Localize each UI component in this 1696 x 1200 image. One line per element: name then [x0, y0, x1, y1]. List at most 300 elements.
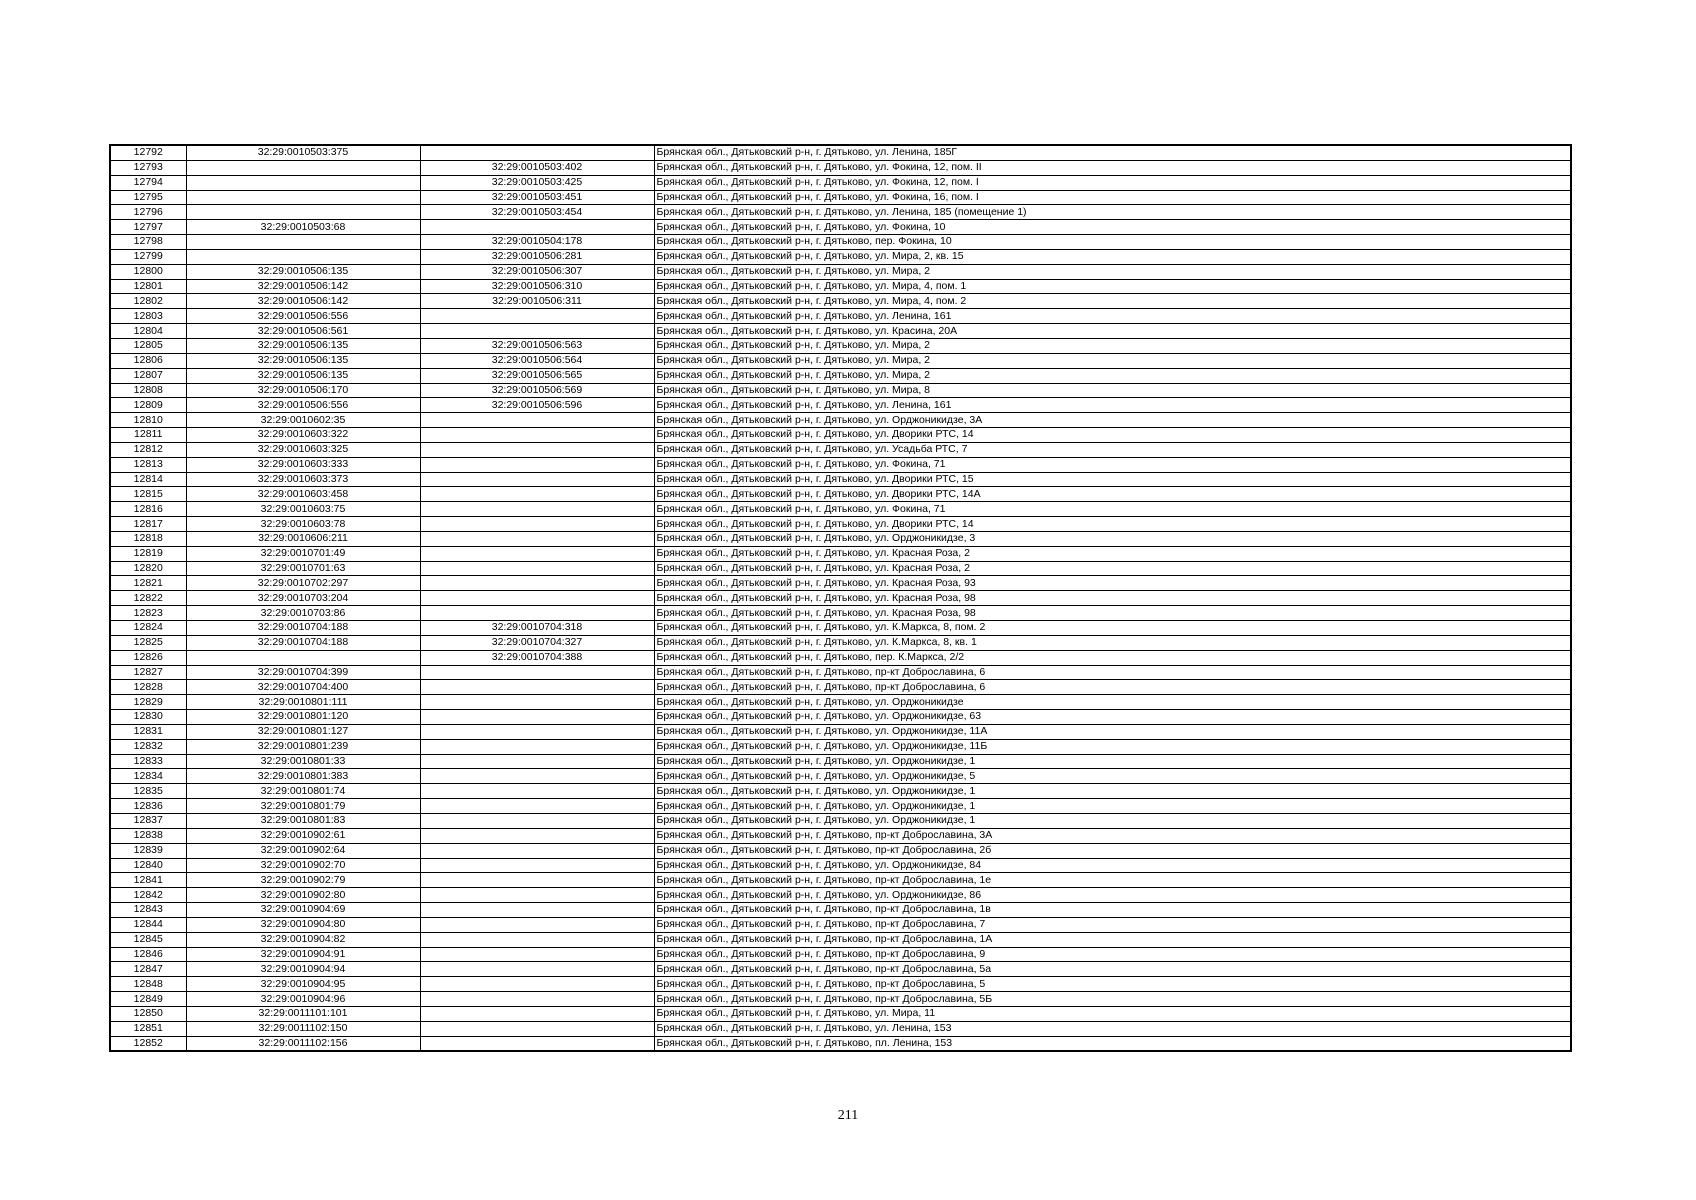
cadastral-number-parcel-cell: 32:29:0010506:561 [186, 324, 420, 339]
row-number-cell: 12798 [110, 235, 186, 250]
cadastral-number-parcel-cell [186, 175, 420, 190]
row-number-cell: 12802 [110, 294, 186, 309]
cadastral-number-object-cell: 32:29:0010506:310 [420, 279, 654, 294]
row-number-cell: 12848 [110, 977, 186, 992]
cadastral-number-parcel-cell: 32:29:0011102:150 [186, 1021, 420, 1036]
row-number-cell: 12845 [110, 932, 186, 947]
cadastral-number-parcel-cell: 32:29:0010506:135 [186, 353, 420, 368]
cadastral-number-parcel-cell: 32:29:0010801:239 [186, 739, 420, 754]
address-cell: Брянская обл., Дятьковский р-н, г. Дятьково, ул. Фокина, 71 [654, 457, 1571, 472]
row-number-cell: 12803 [110, 309, 186, 324]
table-row [110, 992, 1571, 1007]
cadastral-number-parcel-cell [186, 650, 420, 665]
cadastral-number-object-cell [420, 888, 654, 903]
cadastral-number-parcel-cell: 32:29:0010801:383 [186, 769, 420, 784]
cadastral-table-body [110, 145, 1571, 1051]
cadastral-number-parcel-cell: 32:29:0010603:322 [186, 428, 420, 443]
row-number-cell: 12852 [110, 1036, 186, 1051]
cadastral-number-parcel-cell: 32:29:0010904:82 [186, 932, 420, 947]
row-number-cell: 12795 [110, 190, 186, 205]
cadastral-number-parcel-cell: 32:29:0010704:188 [186, 635, 420, 650]
cadastral-number-object-cell [420, 428, 654, 443]
table-row [110, 710, 1571, 725]
address-cell: Брянская обл., Дятьковский р-н, г. Дятьково, пр-кт Доброславина, 3А [654, 828, 1571, 843]
cadastral-number-object-cell [420, 561, 654, 576]
cadastral-number-object-cell [420, 606, 654, 621]
address-cell: Брянская обл., Дятьковский р-н, г. Дятьково, ул. Дворики РТС, 14 [654, 428, 1571, 443]
cadastral-number-object-cell [420, 992, 654, 1007]
address-cell: Брянская обл., Дятьковский р-н, г. Дятьково, ул. Красная Роза, 98 [654, 606, 1571, 621]
row-number-cell: 12797 [110, 220, 186, 235]
cadastral-number-parcel-cell: 32:29:0010603:373 [186, 472, 420, 487]
address-cell: Брянская обл., Дятьковский р-н, г. Дятьково, ул. Орджоникидзе, 3А [654, 413, 1571, 428]
table-row [110, 205, 1571, 220]
address-cell: Брянская обл., Дятьковский р-н, г. Дятьково, ул. Мира, 4, пом. 2 [654, 294, 1571, 309]
table-row [110, 353, 1571, 368]
address-cell: Брянская обл., Дятьковский р-н, г. Дятьково, пр-кт Доброславина, 1А [654, 932, 1571, 947]
address-cell: Брянская обл., Дятьковский р-н, г. Дятьково, ул. Дворики РТС, 14А [654, 487, 1571, 502]
address-cell: Брянская обл., Дятьковский р-н, г. Дятьково, пер. Фокина, 10 [654, 235, 1571, 250]
cadastral-number-parcel-cell: 32:29:0010904:80 [186, 917, 420, 932]
cadastral-number-object-cell [420, 665, 654, 680]
cadastral-number-object-cell [420, 843, 654, 858]
table-row [110, 487, 1571, 502]
table-row [110, 606, 1571, 621]
row-number-cell: 12839 [110, 843, 186, 858]
cadastral-number-parcel-cell: 32:29:0010704:400 [186, 680, 420, 695]
cadastral-number-parcel-cell: 32:29:0011102:156 [186, 1036, 420, 1051]
cadastral-table [109, 144, 1572, 1052]
address-cell: Брянская обл., Дятьковский р-н, г. Дятьково, ул. Орджоникидзе, 86 [654, 888, 1571, 903]
table-row [110, 279, 1571, 294]
address-cell: Брянская обл., Дятьковский р-н, г. Дятьково, пр-кт Доброславина, 5 [654, 977, 1571, 992]
row-number-cell: 12829 [110, 695, 186, 710]
table-row [110, 472, 1571, 487]
row-number-cell: 12822 [110, 591, 186, 606]
table-row [110, 309, 1571, 324]
row-number-cell: 12830 [110, 710, 186, 725]
row-number-cell: 12850 [110, 1006, 186, 1021]
cadastral-number-object-cell [420, 947, 654, 962]
table-row [110, 813, 1571, 828]
address-cell: Брянская обл., Дятьковский р-н, г. Дятьково, ул. Ленина, 185 (помещение 1) [654, 205, 1571, 220]
cadastral-number-object-cell [420, 220, 654, 235]
row-number-cell: 12824 [110, 621, 186, 636]
row-number-cell: 12837 [110, 813, 186, 828]
cadastral-number-object-cell [420, 502, 654, 517]
table-row [110, 413, 1571, 428]
cadastral-number-parcel-cell: 32:29:0010703:86 [186, 606, 420, 621]
row-number-cell: 12813 [110, 457, 186, 472]
table-row [110, 383, 1571, 398]
row-number-cell: 12835 [110, 784, 186, 799]
address-cell: Брянская обл., Дятьковский р-н, г. Дятьково, ул. Ленина, 185Г [654, 145, 1571, 160]
address-cell: Брянская обл., Дятьковский р-н, г. Дятьково, ул. К.Маркса, 8, пом. 2 [654, 621, 1571, 636]
table-row [110, 220, 1571, 235]
table-row [110, 531, 1571, 546]
cadastral-number-object-cell: 32:29:0010506:569 [420, 383, 654, 398]
table-row [110, 264, 1571, 279]
table-row [110, 235, 1571, 250]
cadastral-number-parcel-cell [186, 190, 420, 205]
table-row [110, 769, 1571, 784]
cadastral-number-parcel-cell: 32:29:0010904:95 [186, 977, 420, 992]
address-cell: Брянская обл., Дятьковский р-н, г. Дятьково, ул. Мира, 2 [654, 353, 1571, 368]
table-row [110, 160, 1571, 175]
address-cell: Брянская обл., Дятьковский р-н, г. Дятьково, ул. Орджоникидзе, 5 [654, 769, 1571, 784]
address-cell: Брянская обл., Дятьковский р-н, г. Дятьково, ул. Орджоникидзе [654, 695, 1571, 710]
address-cell: Брянская обл., Дятьковский р-н, г. Дятьково, пер. К.Маркса, 2/2 [654, 650, 1571, 665]
cadastral-number-object-cell: 32:29:0010506:281 [420, 249, 654, 264]
table-row [110, 428, 1571, 443]
address-cell: Брянская обл., Дятьковский р-н, г. Дятьково, ул. Фокина, 16, пом. I [654, 190, 1571, 205]
address-cell: Брянская обл., Дятьковский р-н, г. Дятьково, ул. Усадьба РТС, 7 [654, 442, 1571, 457]
cadastral-number-object-cell [420, 145, 654, 160]
row-number-cell: 12792 [110, 145, 186, 160]
page-number: 211 [837, 1108, 859, 1123]
cadastral-number-parcel-cell: 32:29:0010603:75 [186, 502, 420, 517]
cadastral-number-parcel-cell: 32:29:0010506:556 [186, 309, 420, 324]
row-number-cell: 12819 [110, 546, 186, 561]
table-row [110, 398, 1571, 413]
table-row [110, 546, 1571, 561]
row-number-cell: 12794 [110, 175, 186, 190]
cadastral-number-object-cell [420, 413, 654, 428]
row-number-cell: 12833 [110, 754, 186, 769]
row-number-cell: 12814 [110, 472, 186, 487]
row-number-cell: 12804 [110, 324, 186, 339]
address-cell: Брянская обл., Дятьковский р-н, г. Дятьково, ул. Орджоникидзе, 11Б [654, 739, 1571, 754]
address-cell: Брянская обл., Дятьковский р-н, г. Дятьково, ул. Орджоникидзе, 3 [654, 531, 1571, 546]
address-cell: Брянская обл., Дятьковский р-н, г. Дятьково, ул. Мира, 2 [654, 338, 1571, 353]
address-cell: Брянская обл., Дятьковский р-н, г. Дятьково, ул. Ленина, 161 [654, 309, 1571, 324]
row-number-cell: 12808 [110, 383, 186, 398]
cadastral-number-object-cell: 32:29:0010506:311 [420, 294, 654, 309]
table-row [110, 145, 1571, 160]
row-number-cell: 12817 [110, 517, 186, 532]
row-number-cell: 12823 [110, 606, 186, 621]
cadastral-number-parcel-cell: 32:29:0010506:135 [186, 338, 420, 353]
table-row [110, 621, 1571, 636]
cadastral-number-parcel-cell: 32:29:0010603:78 [186, 517, 420, 532]
cadastral-number-parcel-cell: 32:29:0010701:63 [186, 561, 420, 576]
cadastral-number-object-cell: 32:29:0010506:564 [420, 353, 654, 368]
address-cell: Брянская обл., Дятьковский р-н, г. Дятьково, пр-кт Доброславина, 9 [654, 947, 1571, 962]
table-row [110, 665, 1571, 680]
table-row [110, 175, 1571, 190]
address-cell: Брянская обл., Дятьковский р-н, г. Дятьково, пл. Ленина, 153 [654, 1036, 1571, 1051]
table-row [110, 977, 1571, 992]
cadastral-number-parcel-cell: 32:29:0010902:80 [186, 888, 420, 903]
row-number-cell: 12849 [110, 992, 186, 1007]
table-row [110, 517, 1571, 532]
cadastral-number-object-cell [420, 813, 654, 828]
row-number-cell: 12799 [110, 249, 186, 264]
table-row [110, 724, 1571, 739]
row-number-cell: 12812 [110, 442, 186, 457]
table-row [110, 799, 1571, 814]
table-row [110, 784, 1571, 799]
address-cell: Брянская обл., Дятьковский р-н, г. Дятьково, ул. К.Маркса, 8, кв. 1 [654, 635, 1571, 650]
table-row [110, 932, 1571, 947]
cadastral-number-object-cell [420, 695, 654, 710]
table-row [110, 873, 1571, 888]
row-number-cell: 12793 [110, 160, 186, 175]
cadastral-number-object-cell [420, 576, 654, 591]
cadastral-number-object-cell [420, 917, 654, 932]
address-cell: Брянская обл., Дятьковский р-н, г. Дятьково, ул. Фокина, 12, пом. I [654, 175, 1571, 190]
cadastral-number-object-cell [420, 680, 654, 695]
cadastral-number-object-cell [420, 903, 654, 918]
row-number-cell: 12834 [110, 769, 186, 784]
cadastral-number-parcel-cell: 32:29:0010801:74 [186, 784, 420, 799]
table-row [110, 888, 1571, 903]
cadastral-number-parcel-cell: 32:29:0010904:96 [186, 992, 420, 1007]
cadastral-number-parcel-cell: 32:29:0010506:142 [186, 294, 420, 309]
cadastral-number-object-cell: 32:29:0010503:454 [420, 205, 654, 220]
address-cell: Брянская обл., Дятьковский р-н, г. Дятьково, ул. Мира, 2 [654, 368, 1571, 383]
table-row [110, 695, 1571, 710]
cadastral-number-object-cell [420, 977, 654, 992]
address-cell: Брянская обл., Дятьковский р-н, г. Дятьково, ул. Орджоникидзе, 1 [654, 813, 1571, 828]
row-number-cell: 12836 [110, 799, 186, 814]
cadastral-number-object-cell [420, 873, 654, 888]
address-cell: Брянская обл., Дятьковский р-н, г. Дятьково, ул. Орджоникидзе, 11А [654, 724, 1571, 739]
cadastral-number-object-cell [420, 442, 654, 457]
cadastral-number-parcel-cell: 32:29:0010801:79 [186, 799, 420, 814]
cadastral-number-object-cell [420, 932, 654, 947]
row-number-cell: 12806 [110, 353, 186, 368]
row-number-cell: 12815 [110, 487, 186, 502]
cadastral-number-parcel-cell [186, 160, 420, 175]
table-row [110, 576, 1571, 591]
row-number-cell: 12800 [110, 264, 186, 279]
table-row [110, 502, 1571, 517]
cadastral-number-object-cell [420, 457, 654, 472]
row-number-cell: 12832 [110, 739, 186, 754]
cadastral-number-parcel-cell: 32:29:0010904:94 [186, 962, 420, 977]
cadastral-number-object-cell: 32:29:0010503:425 [420, 175, 654, 190]
cadastral-number-object-cell: 32:29:0010503:402 [420, 160, 654, 175]
address-cell: Брянская обл., Дятьковский р-н, г. Дятьково, ул. Мира, 2 [654, 264, 1571, 279]
table-row [110, 591, 1571, 606]
cadastral-number-object-cell: 32:29:0010503:451 [420, 190, 654, 205]
address-cell: Брянская обл., Дятьковский р-н, г. Дятьково, ул. Дворики РТС, 14 [654, 517, 1571, 532]
cadastral-number-parcel-cell: 32:29:0010801:33 [186, 754, 420, 769]
address-cell: Брянская обл., Дятьковский р-н, г. Дятьково, ул. Красная Роза, 93 [654, 576, 1571, 591]
cadastral-number-object-cell [420, 546, 654, 561]
table-row [110, 635, 1571, 650]
cadastral-number-parcel-cell: 32:29:0010603:333 [186, 457, 420, 472]
table-row [110, 903, 1571, 918]
cadastral-number-parcel-cell: 32:29:0010701:49 [186, 546, 420, 561]
cadastral-number-parcel-cell: 32:29:0010703:204 [186, 591, 420, 606]
address-cell: Брянская обл., Дятьковский р-н, г. Дятьково, пр-кт Доброславина, 7 [654, 917, 1571, 932]
table-row [110, 754, 1571, 769]
table-row [110, 917, 1571, 932]
table-row [110, 828, 1571, 843]
address-cell: Брянская обл., Дятьковский р-н, г. Дятьково, ул. Дворики РТС, 15 [654, 472, 1571, 487]
cadastral-number-object-cell [420, 799, 654, 814]
cadastral-number-object-cell: 32:29:0010704:388 [420, 650, 654, 665]
address-cell: Брянская обл., Дятьковский р-н, г. Дятьково, ул. Фокина, 71 [654, 502, 1571, 517]
table-row [110, 442, 1571, 457]
cadastral-number-parcel-cell [186, 205, 420, 220]
cadastral-number-parcel-cell [186, 235, 420, 250]
table-row [110, 368, 1571, 383]
address-cell: Брянская обл., Дятьковский р-н, г. Дятьково, пр-кт Доброславина, 6 [654, 665, 1571, 680]
cadastral-number-object-cell [420, 591, 654, 606]
cadastral-number-object-cell: 32:29:0010704:318 [420, 621, 654, 636]
cadastral-number-object-cell [420, 828, 654, 843]
row-number-cell: 12801 [110, 279, 186, 294]
cadastral-number-object-cell [420, 517, 654, 532]
table-row [110, 1006, 1571, 1021]
address-cell: Брянская обл., Дятьковский р-н, г. Дятьково, ул. Орджоникидзе, 1 [654, 799, 1571, 814]
cadastral-number-parcel-cell: 32:29:0010902:64 [186, 843, 420, 858]
address-cell: Брянская обл., Дятьковский р-н, г. Дятьково, ул. Мира, 8 [654, 383, 1571, 398]
address-cell: Брянская обл., Дятьковский р-н, г. Дятьково, ул. Орджоникидзе, 1 [654, 784, 1571, 799]
cadastral-number-object-cell [420, 769, 654, 784]
cadastral-number-parcel-cell: 32:29:0010902:79 [186, 873, 420, 888]
table-row [110, 249, 1571, 264]
table-row [110, 843, 1571, 858]
cadastral-number-parcel-cell: 32:29:0010801:127 [186, 724, 420, 739]
cadastral-number-object-cell [420, 784, 654, 799]
cadastral-number-parcel-cell: 32:29:0010801:111 [186, 695, 420, 710]
row-number-cell: 12796 [110, 205, 186, 220]
row-number-cell: 12809 [110, 398, 186, 413]
row-number-cell: 12847 [110, 962, 186, 977]
cadastral-number-parcel-cell: 32:29:0010902:61 [186, 828, 420, 843]
row-number-cell: 12840 [110, 858, 186, 873]
table-row [110, 680, 1571, 695]
cadastral-number-parcel-cell: 32:29:0010506:135 [186, 368, 420, 383]
cadastral-number-object-cell: 32:29:0010504:178 [420, 235, 654, 250]
table-row [110, 739, 1571, 754]
cadastral-number-parcel-cell: 32:29:0010506:142 [186, 279, 420, 294]
address-cell: Брянская обл., Дятьковский р-н, г. Дятьково, ул. Красина, 20А [654, 324, 1571, 339]
row-number-cell: 12810 [110, 413, 186, 428]
cadastral-number-parcel-cell: 32:29:0010603:458 [186, 487, 420, 502]
table-row [110, 962, 1571, 977]
table-row [110, 338, 1571, 353]
table-row [110, 294, 1571, 309]
row-number-cell: 12841 [110, 873, 186, 888]
row-number-cell: 12827 [110, 665, 186, 680]
address-cell: Брянская обл., Дятьковский р-н, г. Дятьково, ул. Орджоникидзе, 1 [654, 754, 1571, 769]
address-cell: Брянская обл., Дятьковский р-н, г. Дятьково, ул. Орджоникидзе, 84 [654, 858, 1571, 873]
cadastral-number-parcel-cell: 32:29:0010904:69 [186, 903, 420, 918]
cadastral-number-parcel-cell: 32:29:0011101:101 [186, 1006, 420, 1021]
cadastral-number-parcel-cell: 32:29:0010904:91 [186, 947, 420, 962]
row-number-cell: 12828 [110, 680, 186, 695]
cadastral-number-object-cell [420, 324, 654, 339]
cadastral-number-parcel-cell: 32:29:0010704:188 [186, 621, 420, 636]
cadastral-number-object-cell [420, 724, 654, 739]
table-row [110, 190, 1571, 205]
cadastral-number-object-cell [420, 309, 654, 324]
address-cell: Брянская обл., Дятьковский р-н, г. Дятьково, ул. Красная Роза, 2 [654, 546, 1571, 561]
table-row [110, 457, 1571, 472]
row-number-cell: 12821 [110, 576, 186, 591]
cadastral-number-object-cell [420, 487, 654, 502]
row-number-cell: 12844 [110, 917, 186, 932]
cadastral-number-object-cell [420, 710, 654, 725]
cadastral-number-parcel-cell: 32:29:0010603:325 [186, 442, 420, 457]
address-cell: Брянская обл., Дятьковский р-н, г. Дятьково, ул. Красная Роза, 2 [654, 561, 1571, 576]
table-row [110, 324, 1571, 339]
address-cell: Брянская обл., Дятьковский р-н, г. Дятьково, ул. Мира, 4, пом. 1 [654, 279, 1571, 294]
address-cell: Брянская обл., Дятьковский р-н, г. Дятьково, ул. Ленина, 161 [654, 398, 1571, 413]
row-number-cell: 12838 [110, 828, 186, 843]
cadastral-number-object-cell [420, 754, 654, 769]
cadastral-number-object-cell [420, 531, 654, 546]
row-number-cell: 12851 [110, 1021, 186, 1036]
address-cell: Брянская обл., Дятьковский р-н, г. Дятьково, ул. Орджоникидзе, 63 [654, 710, 1571, 725]
row-number-cell: 12811 [110, 428, 186, 443]
address-cell: Брянская обл., Дятьковский р-н, г. Дятьково, ул. Мира, 2, кв. 15 [654, 249, 1571, 264]
row-number-cell: 12805 [110, 338, 186, 353]
row-number-cell: 12807 [110, 368, 186, 383]
cadastral-number-parcel-cell: 32:29:0010506:135 [186, 264, 420, 279]
row-number-cell: 12843 [110, 903, 186, 918]
row-number-cell: 12826 [110, 650, 186, 665]
table-row [110, 947, 1571, 962]
row-number-cell: 12825 [110, 635, 186, 650]
table-row [110, 561, 1571, 576]
cadastral-number-parcel-cell: 32:29:0010506:556 [186, 398, 420, 413]
cadastral-number-parcel-cell: 32:29:0010902:70 [186, 858, 420, 873]
address-cell: Брянская обл., Дятьковский р-н, г. Дятьково, пр-кт Доброславина, 1е [654, 873, 1571, 888]
table-row [110, 1036, 1571, 1051]
cadastral-number-object-cell: 32:29:0010506:596 [420, 398, 654, 413]
cadastral-number-object-cell [420, 1006, 654, 1021]
cadastral-number-object-cell [420, 1021, 654, 1036]
cadastral-number-parcel-cell: 32:29:0010702:297 [186, 576, 420, 591]
cadastral-number-object-cell: 32:29:0010704:327 [420, 635, 654, 650]
cadastral-number-object-cell [420, 739, 654, 754]
table-row [110, 1021, 1571, 1036]
cadastral-number-parcel-cell: 32:29:0010801:83 [186, 813, 420, 828]
address-cell: Брянская обл., Дятьковский р-н, г. Дятьково, пр-кт Доброславина, 5Б [654, 992, 1571, 1007]
cadastral-number-parcel-cell: 32:29:0010606:211 [186, 531, 420, 546]
cadastral-number-parcel-cell: 32:29:0010602:35 [186, 413, 420, 428]
table-row [110, 858, 1571, 873]
cadastral-number-object-cell [420, 1036, 654, 1051]
cadastral-number-parcel-cell: 32:29:0010801:120 [186, 710, 420, 725]
row-number-cell: 12820 [110, 561, 186, 576]
address-cell: Брянская обл., Дятьковский р-н, г. Дятьково, ул. Красная Роза, 98 [654, 591, 1571, 606]
cadastral-number-object-cell: 32:29:0010506:563 [420, 338, 654, 353]
cadastral-number-parcel-cell: 32:29:0010506:170 [186, 383, 420, 398]
row-number-cell: 12818 [110, 531, 186, 546]
address-cell: Брянская обл., Дятьковский р-н, г. Дятьково, ул. Ленина, 153 [654, 1021, 1571, 1036]
cadastral-number-parcel-cell: 32:29:0010503:375 [186, 145, 420, 160]
cadastral-number-parcel-cell: 32:29:0010503:68 [186, 220, 420, 235]
row-number-cell: 12846 [110, 947, 186, 962]
address-cell: Брянская обл., Дятьковский р-н, г. Дятьково, ул. Мира, 11 [654, 1006, 1571, 1021]
cadastral-number-parcel-cell: 32:29:0010704:399 [186, 665, 420, 680]
row-number-cell: 12842 [110, 888, 186, 903]
address-cell: Брянская обл., Дятьковский р-н, г. Дятьково, пр-кт Доброславина, 2б [654, 843, 1571, 858]
cadastral-number-object-cell: 32:29:0010506:307 [420, 264, 654, 279]
address-cell: Брянская обл., Дятьковский р-н, г. Дятьково, ул. Фокина, 10 [654, 220, 1571, 235]
address-cell: Брянская обл., Дятьковский р-н, г. Дятьково, пр-кт Доброславина, 1в [654, 903, 1571, 918]
cadastral-number-object-cell: 32:29:0010506:565 [420, 368, 654, 383]
address-cell: Брянская обл., Дятьковский р-н, г. Дятьково, пр-кт Доброславина, 5а [654, 962, 1571, 977]
address-cell: Брянская обл., Дятьковский р-н, г. Дятьково, ул. Фокина, 12, пом. II [654, 160, 1571, 175]
